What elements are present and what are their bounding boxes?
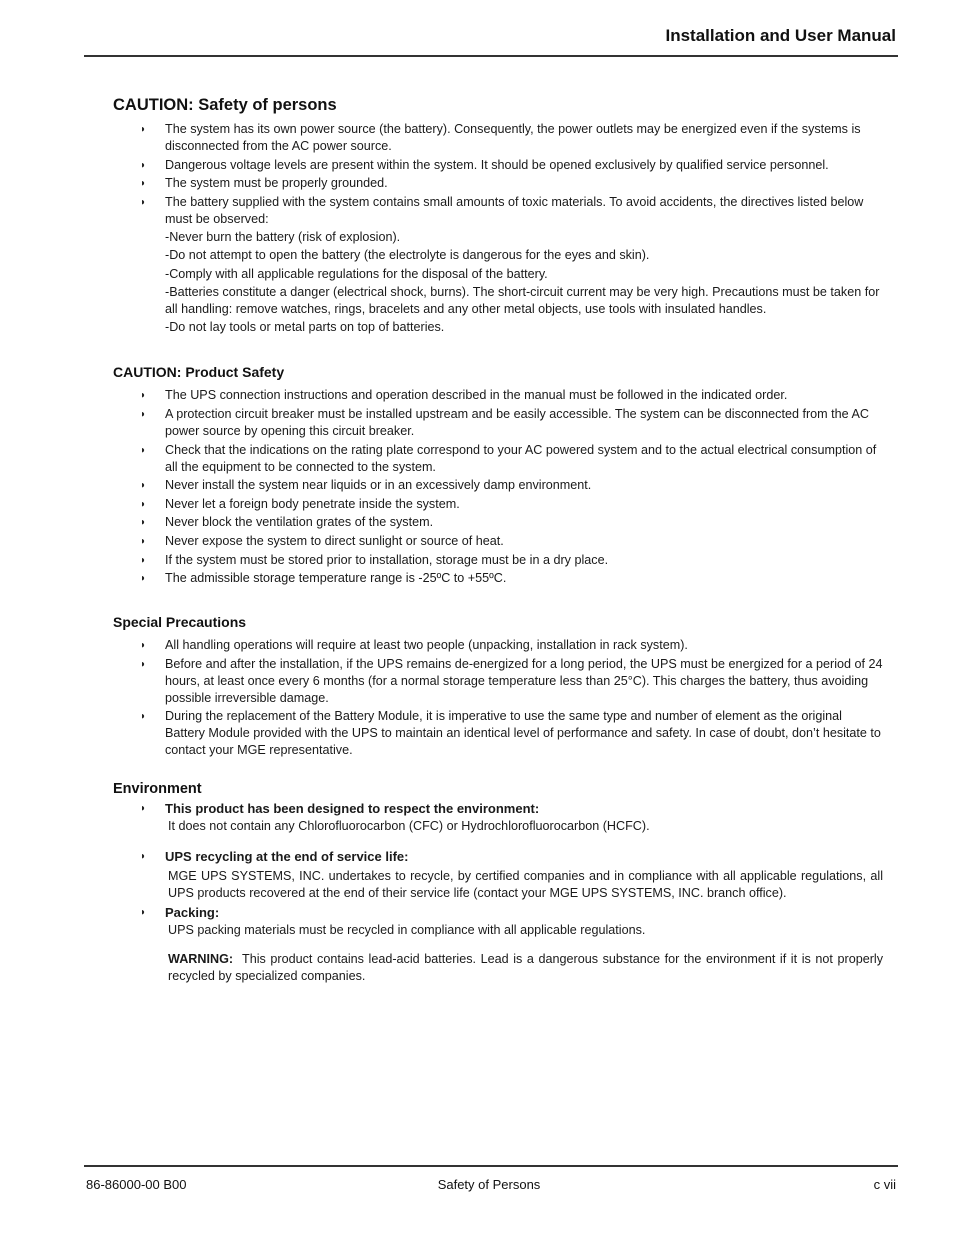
bullet-icon: ◗ [140,498,147,510]
list-item: ◗ Never block the ventilation grates of the system. [140,515,434,530]
battery-directive: -Comply with all applicable regulations for the disposal of the battery. [165,266,548,281]
list-item: ◗ Never expose the system to direct sunlight or source of heat. [140,533,504,548]
list-item: ◗ Never let a foreign body penetrate inside the system. [140,496,460,511]
battery-directive: -Never burn the battery (risk of explosion). [165,229,401,244]
list-item: ◗ This product has been designed to respect the environment: It does not contain any Chlorofluorocarbon (CFC) or Hydrochlorofluorocarbon (HCFC). [140,801,650,834]
footer-doc-number: 86-86000-00 B00 [86,1177,187,1192]
battery-directive: -Do not attempt to open the battery (the electrolyte is dangerous for the eyes and skin). [165,248,650,263]
section-environment [113,781,883,985]
warning-label: WARNING: [168,951,234,966]
battery-directive: -Do not lay tools or metal parts on top of batteries. [165,320,445,334]
section-product-safety [113,364,883,587]
bullet-icon: ◗ [140,390,147,402]
list-item: ◗ The admissible storage temperature range is -25ºC to +55ºC. [140,571,507,586]
safety-persons-list [113,121,883,336]
bullet-icon: ◗ [140,409,147,420]
section-safety-of-persons [113,96,883,336]
bullet-icon: ◗ [140,159,147,171]
warning-text: This product contains lead-acid batteries. Lead is a dangerous substance for the environment if it is not properly recycled by specialized companies. [168,951,883,983]
environment-list [113,800,883,985]
list-item: ◗ Dangerous voltage levels are present within the system. It should be opened exclusively by qualified service personnel. [140,157,829,172]
list-item: ◗ If the system must be stored prior to installation, storage must be in a dry place. [140,552,609,567]
footer-page-number: c vii [873,1177,896,1192]
page-content [113,96,883,987]
list-item: ◗ Never install the system near liquids or in an excessively damp environment. [140,478,592,493]
list-item: ◗ Packing: UPS packing materials must be recycled in compliance with all applicable regulations. WARNING: This product contains lead-acid batteries. Lead is a dangerous substance for the environment if it is not properly recycled by specialized companies. [140,904,883,983]
section-title-safety-of-persons: CAUTION: Safety of persons [113,96,337,114]
bullet-icon: ◗ [140,124,147,135]
battery-directive: -Batteries constitute a danger (electrical shock, burns). The short-circuit current may be very high. Precautions must be taken for all handling: remove watches, rings, bracelets and any other metal objects, use tools with insulated handles. [165,285,880,316]
list-item: ◗ Check that the indications on the rating plate correspond to your AC powered system and to the actual electrical consumption of all the equipment to be connected to the system. [140,442,877,474]
list-item: ◗ A protection circuit breaker must be installed upstream and be easily accessible. The system can be disconnected from the AC power source by opening this circuit breaker. [140,407,869,438]
footer-section: Safety of Persons [437,1177,541,1192]
bullet-icon: ◗ [140,178,147,190]
list-item: ◗ Before and after the installation, if the UPS remains de-energized for a long period, the UPS must be energized for a period of 24 hours, at least once every 6 months (for a normal storage temperature less than 25°C). This charges the battery, thus avoiding possible irreversible damage. [140,656,883,705]
list-item: ◗ UPS recycling at the end of service life: MGE UPS SYSTEMS, INC. undertakes to recycle, by certified companies and in compliance with all applicable regulations, all UPS products recovered at the end of their service life (contact your MGE UPS SYSTEMS, INC. branch office). [140,849,883,901]
list-item: ◗ The system has its own power source (the battery). Consequently, the power outlets may be energized even if the systems is disconnected from the AC power source. [140,122,861,153]
header-title: Installation and User Manual [665,26,896,45]
bullet-icon: ◗ [140,554,147,566]
list-item: ◗ All handling operations will require at least two people (unpacking, installation in rack system). [140,638,688,653]
warning-note [165,951,883,985]
bullet-icon: ◗ [140,535,147,547]
bullet-icon: ◗ [140,640,147,652]
product-safety-list [113,387,883,587]
bullet-icon: ◗ [140,851,147,863]
bullet-icon: ◗ [140,803,147,815]
bullet-icon: ◗ [140,517,147,529]
section-title-environment: Environment [113,781,202,798]
bullet-icon: ◗ [140,573,147,585]
list-item: ◗ The system must be properly grounded. [140,176,388,191]
bullet-icon: ◗ [140,906,147,918]
header-divider [84,55,898,57]
footer-divider [84,1165,898,1167]
bullet-icon: ◗ [140,711,147,723]
section-special-precautions [113,614,883,759]
list-item: ◗ The battery supplied with the system contains small amounts of toxic materials. To avoid accidents, the directives listed below must be observed: -Never burn the battery (risk of explosion). -Do not attempt to open the battery (the electrolyte is dangerous for the eyes and skin). -Comply with all applicable regulations for the disposal of the battery. -Batteries constitute a danger (electrical shock, burns). The short-circuit current may be very high. Precautions must be taken for all handling: remove watches, rings, bracelets and any other metal objects, use tools with insulated handles. -Do not lay tools or metal parts on top of batteries. [113,194,883,337]
section-title-special-precautions: Special Precautions [113,614,247,631]
special-precautions-list [113,637,883,759]
bullet-icon: ◗ [140,196,147,208]
list-item: ◗ During the replacement of the Battery Module, it is imperative to use the same type and number of element as the original Battery Module provided with the UPS to maintain an identical level of performance and safety. In case of doubt, don’t hesitate to contact your MGE representative. [140,709,881,758]
bullet-icon: ◗ [140,658,147,670]
list-item: ◗ The UPS connection instructions and operation described in the manual must be followed in the indicated order. [140,388,788,403]
section-title-product-safety: CAUTION: Product Safety [113,364,285,381]
bullet-icon: ◗ [140,480,147,492]
bullet-icon: ◗ [140,444,147,456]
